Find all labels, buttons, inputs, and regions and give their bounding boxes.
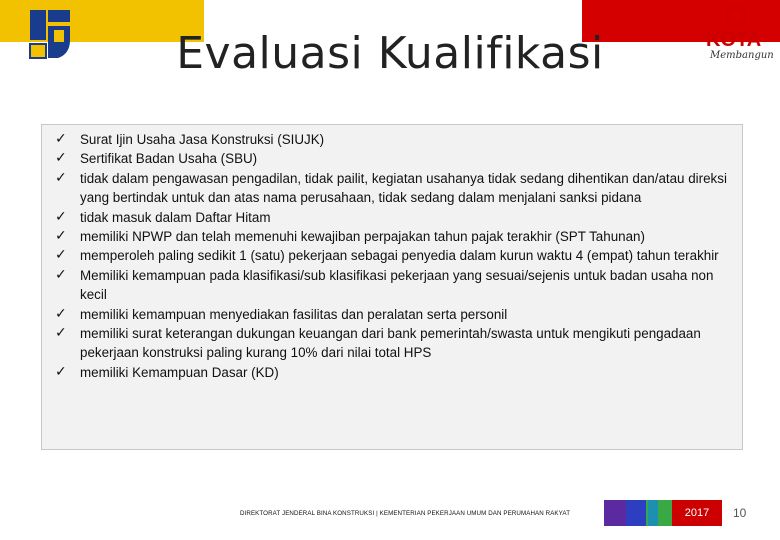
- criteria-item: [42, 266, 732, 305]
- checkmark-icon: ✓: [55, 131, 67, 147]
- criteria-text: Sertifikat Badan Usaha (SBU): [80, 151, 258, 167]
- svg-text:KOTA: KOTA: [706, 29, 762, 50]
- criteria-text: memiliki surat keterangan dukungan keuangan dari bank pemerintah/swasta untuk mengikuti pengadaan pekerjaan konstruksi paling kurang 10% dari nilai total HPS: [80, 326, 701, 361]
- checkmark-icon: ✓: [55, 169, 67, 186]
- criteria-text: tidak dalam pengawasan pengadilan, tidak pailit, kegiatan usahanya tidak sedang dihentikan dan/atau direksi yang bertindak untuk dan atas nama perusahaan, tidak sedang dalam menjalani sanksi pidana: [80, 170, 727, 206]
- checkmark-icon: ✓: [55, 363, 67, 380]
- criteria-text: memiliki Kemampuan Dasar (KD): [80, 364, 279, 380]
- criteria-list: [42, 125, 742, 382]
- criteria-item: [42, 246, 732, 265]
- checkmark-icon: ✓: [55, 150, 67, 167]
- criteria-text: Memiliki kemampuan pada klasifikasi/sub klasifikasi pekerjaan yang sesuai/sejenis untuk badan usaha non kecil: [80, 267, 714, 303]
- criteria-item: [42, 169, 732, 208]
- checkmark-icon: ✓: [55, 208, 67, 225]
- criteria-item: [42, 130, 732, 149]
- checkmark-icon: ✓: [55, 325, 67, 342]
- checkmark-icon: ✓: [55, 228, 67, 245]
- criteria-item: [42, 149, 732, 168]
- criteria-text: tidak masuk dalam Daftar Hitam: [80, 209, 271, 225]
- criteria-text: memiliki NPWP dan telah memenuhi kewajiban perpajakan tahun pajak terakhir (SPT Tahunan): [80, 229, 645, 245]
- footer-ministry-text: DIREKTORAT JENDERAL BINA KONSTRUKSI | KEMENTERIAN PEKERJAAN UMUM DAN PERUMAHAN RAKYAT: [240, 510, 571, 517]
- criteria-item: [42, 227, 732, 246]
- checkmark-icon: ✓: [55, 247, 67, 264]
- checkmark-icon: ✓: [55, 305, 67, 322]
- year-badge: 2017: [672, 500, 722, 526]
- criteria-text: memperoleh paling sedikit 1 (satu) pekerjaan sebagai penyedia dalam kurun waktu 4 (empat) tahun terakhir: [80, 248, 719, 264]
- footer-color-strip: [648, 500, 658, 526]
- criteria-item: [42, 208, 732, 227]
- kota-logo-caption: Membangun: [710, 50, 774, 61]
- page-title: Evaluasi Kualifikasi: [176, 28, 604, 79]
- criteria-item: [42, 305, 732, 324]
- checkmark-icon: ✓: [55, 266, 67, 283]
- criteria-text: Surat Ijin Usaha Jasa Konstruksi (SIUJK): [80, 132, 325, 147]
- criteria-text: memiliki kemampuan menyediakan fasilitas dan peralatan serta personil: [80, 306, 508, 322]
- footer-color-strip: [604, 500, 626, 526]
- criteria-item: [42, 363, 732, 382]
- criteria-item: [42, 324, 732, 363]
- page-number: 10: [733, 506, 747, 520]
- criteria-panel: [41, 124, 743, 450]
- footer-color-strip: [626, 500, 646, 526]
